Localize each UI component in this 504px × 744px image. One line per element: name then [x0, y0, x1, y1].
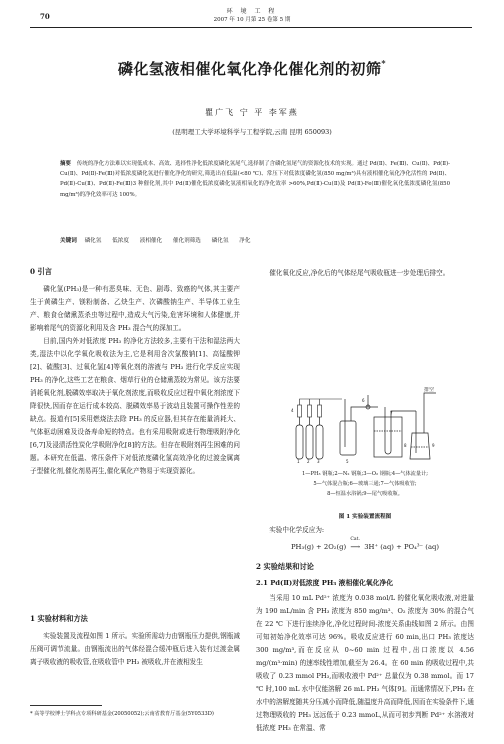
section-1-body — [30, 630, 240, 669]
svg-text:7: 7 — [390, 411, 393, 416]
component-numbers — [291, 398, 435, 464]
svg-text:4: 4 — [291, 408, 294, 413]
mixing-bottle — [340, 399, 378, 455]
section-0-body — [30, 283, 240, 478]
right-intro — [256, 267, 474, 280]
equation-lhs: PH₃(g) + 2O₂(g) — [290, 543, 347, 551]
section-2-1-body — [256, 592, 474, 735]
section-1-heading: 1 实验材料和方法 — [30, 614, 88, 623]
paragraph: 目前,国内外对低浓度 PH₃ 的净化方法较多,主要有干法和湿法两大类,湿法中以化学氧化吸收法为主,它是利用含次氯酸钠[1]、高锰酸钾[2]、硫酸[3]、过氧化氢[4]等氧化剂的溶液与 PH₃ 进行化学反应实现 PH₃ 的净化,这些工艺在粮食、烟草行业的仓储熏蒸较为常见。该方法要消耗氧化剂,脱磷效率取决于氧化剂浓度,而吸收反应过程中氧化剂浓度下降很快,因而存在运行成本较高、脱磷效率易于波动且装置可操作性差的缺点。报道有[5]采用燃烧法去除 PH₃ 的反应器,但其存在能量消耗大、气体驱动困难及设备寿命短的特点。也有采用吸附或进行物理吸附净化[6,7]及浸渍活性炭化学吸附净化[8]的方法。但存在吸附剂再生困难的问题。本研究在低温、常压条件下对低浓度磷化氢高效净化的过渡金属离子型催化剂,催化剂易再生,催化氧化产物易于实现资源化。 — [30, 337, 240, 475]
abstract — [60, 159, 450, 200]
footnote: * 高等学校博士学科点专项科研基金(20050052);云南省教育厅基金(5Y0533D) — [30, 711, 214, 717]
equation-arrow: Cat. ⟶ — [350, 537, 361, 551]
paragraph: 磷化氢(PH₃)是一种有恶臭味、无色、剧毒、致癌的气体,其主要产生于黄磷生产、镁粉制备、乙炔生产、次磷酸钠生产、半导体工业生产、粮食仓储熏蒸杀虫等过程中,造成大气污染,危害环境和人体健康,并影响着尾气的资源化利用及含 PH₃ 混合气的深加工。 — [30, 285, 240, 332]
svg-text:6: 6 — [362, 398, 365, 403]
figure-caption: 图 1 实验装置流程图 — [338, 514, 392, 520]
keywords — [60, 236, 450, 244]
section-2-1-heading: 2.1 Pd(Ⅱ)对低浓度 PH₃ 液相催化氧化净化 — [256, 579, 394, 587]
exhaust-label: 排空 — [424, 387, 435, 393]
author-list: 瞿广飞 宁 平 李军燕 — [205, 108, 299, 117]
keyword: 液相催化 — [139, 238, 163, 244]
tail-gas-absorber — [410, 393, 436, 459]
keyword: 磷化氢 — [84, 238, 102, 244]
legend-line: 8—恒温水浴锅;9—尾气吸收瓶。 — [327, 491, 403, 497]
section-2-heading: 2 实验结果和讨论 — [256, 562, 314, 571]
svg-text:8: 8 — [404, 443, 407, 448]
keyword: 净化 — [239, 238, 251, 244]
figure-legend — [256, 469, 474, 499]
svg-text:3: 3 — [317, 459, 320, 464]
gas-cylinders — [296, 417, 323, 459]
legend-line: 5—气体混合瓶;6—玻璃三通;7—气体吸收管; — [313, 481, 417, 487]
keyword: 磷化氢 — [211, 238, 229, 244]
reaction-intro — [256, 524, 474, 537]
apparatus-diagram — [290, 387, 450, 467]
page-number: 70 — [40, 12, 50, 21]
article-title-text: 磷化氢液相催化氧化净化催化剂的初筛 — [117, 60, 382, 78]
title-footnote-mark: * — [381, 58, 387, 68]
keyword: 低浓度 — [112, 238, 129, 244]
author-affiliation: (昆明理工大学环境科学与工程学院,云南 昆明 650093) — [172, 128, 332, 136]
svg-text:9: 9 — [432, 443, 435, 448]
paragraph: 实验装置及流程如图 1 所示。实验所需动力由钢瓶压力提供,钢瓶减压阀可调节流量。由钢瓶流出的气体经混合缓冲瓶后进入装有过渡金属离子吸收液的吸收管,在吸收管中 PH₃ 被吸收,并在液相发生 — [30, 632, 240, 666]
equation-catalyst: Cat. — [350, 537, 360, 542]
footnote-rule — [30, 705, 102, 706]
svg-text:1: 1 — [297, 459, 300, 464]
section-0-heading: 0 引言 — [30, 267, 52, 276]
reaction-equation — [256, 537, 474, 551]
paragraph: 当采用 10 mL Pd²⁺ 浓度为 0.038 mol/L 的催化氧化吸收液,对进量为 190 mL/min 含 PH₃ 浓度为 850 mg/m³、O₂ 浓度为 30% 的混合气在 22 ℃ 下进行连续净化,净化过程时间-浓度关系曲线如图 2 所示。由图可知初始净化效率可达 96%。吸收反应进行 60 min,出口 PH₃ 浓度达 300 mg/m³,而在反应从 0~60 min 过程中,出口浓度以 4.56 mg/(m³·min) 的速率线性增加,截至为 26.4。在 60 min 的吸收过程中,共吸收了 0.23 mmol PH₃,而吸收液中 Pd²⁺ 总量仅为 0.38 mmol。而 17 ℃ 时,100 mL 水中仅能溶解 26 mL PH₃ 气体[9]。而通常情况下,PH₃ 在水中的溶解度随其分压减小而降低,随温度升高而降低,因而在实验条件下,通过物理吸收的 PH₃ 远远低于 0.23 mmoL,从而可初步判断 Pd²⁺ 水溶液对低浓度 PH₃ 在常温、常 — [256, 594, 474, 732]
paragraph: 催化氧化反应,净化后的气体经尾气吸收瓶进一步处理后排空。 — [269, 269, 450, 277]
absorption-tube — [366, 395, 416, 457]
paragraph: 实验中化学反应为: — [269, 526, 325, 534]
abstract-label: 摘要 — [60, 161, 71, 167]
page-header — [0, 0, 504, 32]
equation-rhs: 3H⁺ (aq) + PO₄³⁻ (aq) — [364, 543, 440, 551]
flow-meters — [298, 399, 343, 417]
abstract-text: 传统的净化方法难以实现低成本、高效、选择性净化低浓度磷化氢尾气,选择制了含磷化氢尾气的资源化技术的实现。通过 Pd(Ⅱ)、Fe(Ⅲ)、Cu(Ⅱ)、Pd(Ⅱ)-Cu(Ⅱ)、Pd(Ⅱ)-Fe(Ⅲ)对低浓度磷化氢进行催化净化的研究,筛选出在低温(<80 ℃)、常压下对低浓度磷化氢(850 mg/m³)具有液相催化氧化净化活性的 Pd(Ⅱ)、Pd(Ⅱ)-Cu(Ⅱ)、Pd(Ⅱ)-Fe(Ⅲ)3 种催化剂,其中 Pd(Ⅱ)催化低浓度磷化氢液相氧化的净化效率 >60%,Pd(Ⅱ)-Cu(Ⅱ)及 Pd(Ⅱ)-Fe(Ⅲ)催化氧化低浓度磷化氢(850 mg/m³)的净化效率可达 100%。 — [60, 161, 450, 198]
journal-name: 环 境 工 程 — [226, 8, 278, 15]
header-rule — [30, 27, 472, 28]
journal-issue: 2007 年 10 月第 25 卷第 5 期 — [213, 17, 291, 23]
keywords-label: 关键词 — [60, 238, 77, 244]
legend-line: 1—PH₃ 钢瓶;2—N₂ 钢瓶;3—O₂ 钢瓶;4—气体流量计; — [302, 471, 428, 477]
article-title — [0, 58, 504, 79]
svg-text:2: 2 — [307, 459, 310, 464]
svg-text:5: 5 — [346, 459, 349, 464]
keyword: 催化剂筛选 — [172, 238, 201, 244]
